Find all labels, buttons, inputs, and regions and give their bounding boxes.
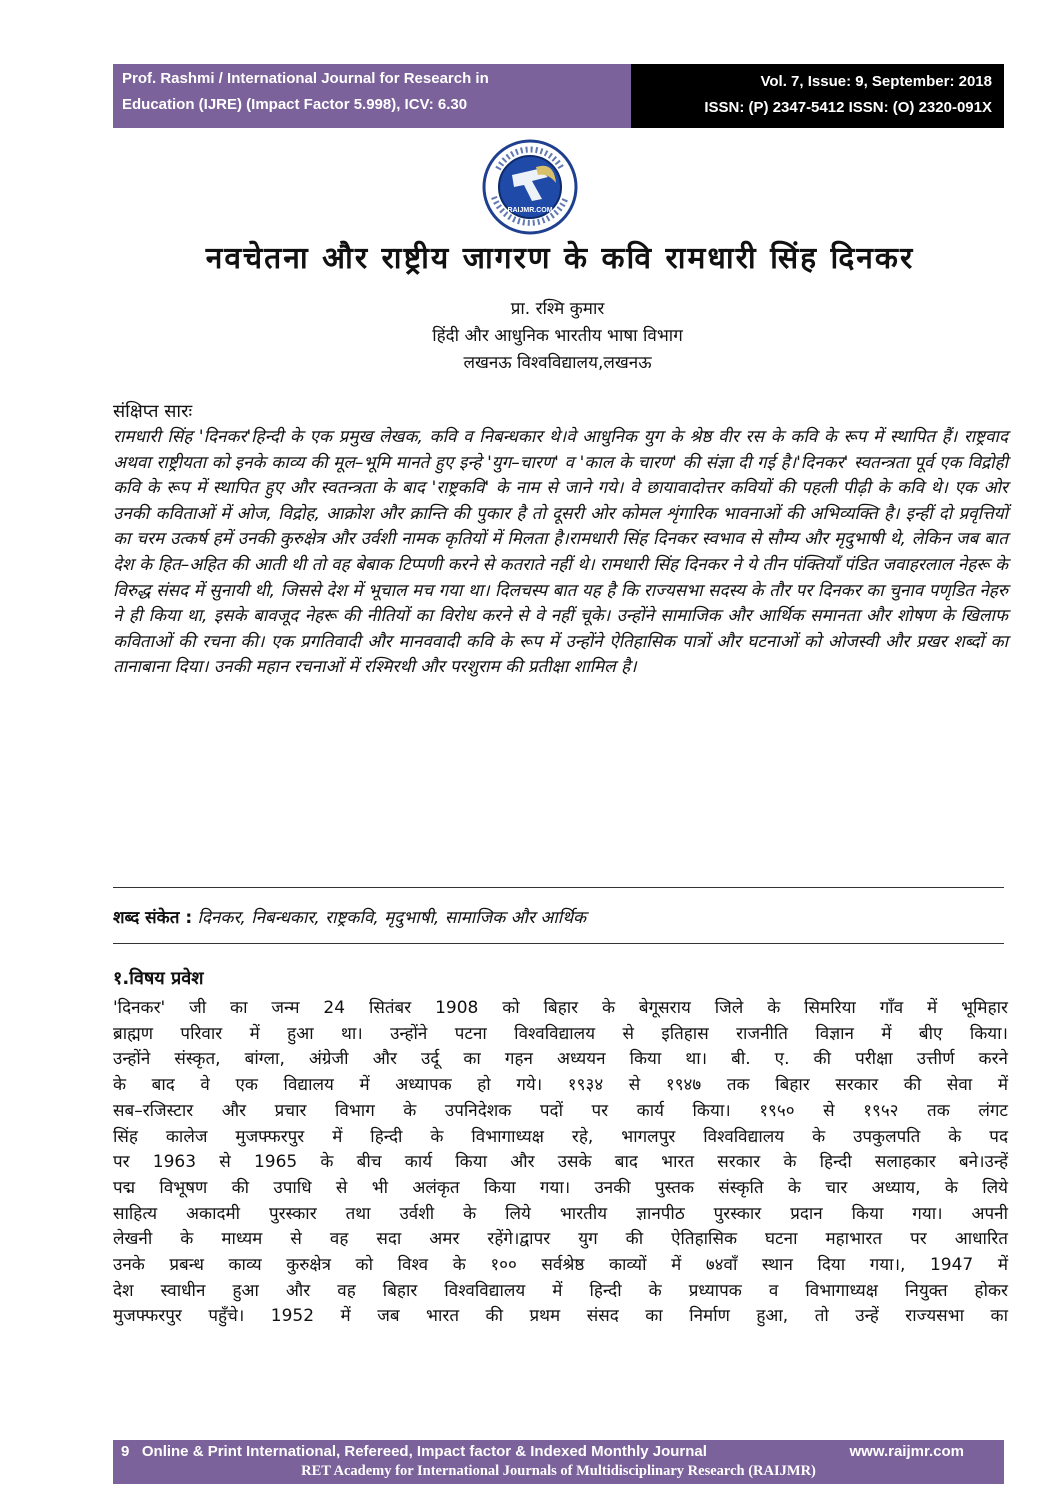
author-name: प्रा. रश्मि कुमार	[510, 299, 605, 319]
running-header-right	[631, 64, 1004, 128]
divider-top	[113, 887, 1004, 888]
page-footer	[113, 1440, 1004, 1484]
header-right-line1: Vol. 7, Issue: 9, September: 2018	[760, 73, 992, 90]
header-right-line2: ISSN: (P) 2347-5412 ISSN: (O) 2320-091X	[704, 99, 992, 116]
abstract-text: रामधारी सिंह 'दिनकर'हिन्दी के एक प्रमुख लेखक, कवि व निबन्धकार थे।वे आधुनिक युग के श्रेष्ठ वीर रस के कवि के रूप में स्थापित हैं। राष्ट्रवाद अथवा राष्ट्रीयता को इनके काव्य की मूल–भूमि मानते हुए इन्हे 'युग–चारण' व 'काल के चारण' की संज्ञा दी गई है।'दिनकर' स्वतन्त्रता पूर्व एक विद्रोही कवि के रूप में स्थापित हुए और स्वतन्त्रता के बाद 'राष्ट्रकवि' के नाम से जाने गये। वे छायावादोत्तर कवियों की पहली पीढ़ी के कवि थे। एक ओर उनकी कविताओं में ओज, विद्रोह, आक्रोश और क्रान्ति की पुकार है तो दूसरी ओर कोमल शृंगारिक भावनाओं की अभिव्यक्ति है। इन्हीं दो प्रवृत्तियों का चरम उत्कर्ष हमें उनकी कुरुक्षेत्र और उर्वशी नामक कृतियों में मिलता है।रामधारी सिंह दिनकर स्वभाव से सौम्य और मृदुभाषी थे, लेकिन जब बात देश के हित–अहित की आती थी तो वह बेबाक टिप्पणी करने से कतराते नहीं थे। रामधारी सिंह दिनकर ने ये तीन पंक्तियाँ पंडित जवाहरलाल नेहरू के विरुद्ध संसद में सुनायी थी, जिससे देश में भूचाल मच गया था। दिलचस्प बात यह है कि राज्यसभा सदस्य के तौर पर दिनकर का चुनाव पणृडित नेहरु ने ही किया था, इसके बावजूद नेहरू की नीतियों का विरोध करने से वे नहीं चूके। उन्होंने सामाजिक और आर्थिक समानता और शोषण के खिलाफ कविताओं की रचना की। एक प्रगतिवादी और मानववादी कवि के रूप में उन्होंने ऐतिहासिक पात्रों और घटनाओं को ओजस्वी और प्रखर शब्दों का तानाबाना दिया। उनकी महान रचनाओं में रश्मिरथी और परशुराम की प्रतीक्षा शामिल है।	[113, 427, 1008, 678]
author-university: लखनऊ विश्वविद्यालय,लखनऊ	[463, 353, 652, 373]
author-department: हिंदी और आधुनिक भारतीय भाषा विभाग	[432, 326, 683, 346]
keywords-values: दिनकर, निबन्धकार, राष्ट्रकवि, मृदुभाषी, सामाजिक और आर्थिक	[197, 908, 587, 928]
abstract-heading: संक्षिप्त सारः	[113, 401, 193, 422]
header-left-line2: Education (IJRE) (Impact Factor 5.998), ICV: 6.30	[122, 96, 468, 113]
ret-academy-seal-icon	[478, 139, 582, 235]
section-heading: १.विषय प्रवेश	[113, 968, 204, 989]
divider-bottom	[113, 943, 1004, 944]
keywords	[113, 905, 586, 928]
header-left-line1: Prof. Rashmi / International Journal for Research in	[122, 70, 489, 87]
body-line: देश स्वाधीन हुआ और वह बिहार विश्वविद्यालय में हिन्दी के प्रध्यापक व विभागाध्यक्ष नियुक्त होकर	[113, 1280, 1008, 1301]
body-line: साहित्य अकादमी पुरस्कार तथा उर्वशी के लिये भारतीय ज्ञानपीठ पुरस्कार प्रदान किया गया। अपनी	[113, 1203, 1008, 1224]
body-line: मुजफ्फरपुर पहुँचे। 1952 में जब भारत की प्रथम संसद का निर्माण हुआ, तो उन्हें राज्यसभा का	[113, 1306, 1008, 1327]
body-line: सब–रजिस्टार और प्रचार विभाग के उपनिदेशक पदों पर कार्य किया। १९५० से १९५२ तक लंगट	[113, 1100, 1008, 1121]
body-line: 'दिनकर' जी का जन्म 24 सितंबर 1908 को बिहार के बेगूसराय जिले के सिमरिया गाँव में भूमिहार	[113, 998, 1008, 1018]
body-line: ब्राह्मण परिवार में हुआ था। उन्होंने पटना विश्वविद्यालय से इतिहास राजनीति विज्ञान में बीए किया।	[113, 1023, 1008, 1044]
page-number: 9	[121, 1443, 130, 1460]
footer-url[interactable]: www.raijmr.com	[849, 1443, 964, 1460]
body-line: उनके प्रबन्ध काव्य कुरुक्षेत्र को विश्व के १०० सर्वश्रेष्ठ काव्यों में ७४वाँ स्थान दिया गया।, 1947 में	[113, 1255, 1008, 1276]
body-line: लेखनी के माध्यम से वह सदा अमर रहेंगे।द्वापर युग की ऐतिहासिक घटना महाभारत पर आधारित	[113, 1229, 1008, 1250]
body-line: पद्म विभूषण की उपाधि से भी अलंकृत किया गया। उनकी पुस्तक संस्कृति के चार अध्याय, के लिये	[113, 1177, 1008, 1198]
running-header-left	[113, 64, 631, 128]
body-line: पर 1963 से 1965 के बीच कार्य किया और उसके बाद भारत सरकार के हिन्दी सलाहकार बने।उन्हें	[113, 1152, 1008, 1173]
footer-journal-text: Online & Print International, Refereed, Impact factor & Indexed Monthly Journal	[141, 1443, 707, 1460]
section-body	[113, 996, 1008, 1330]
body-line: सिंह कालेज मुजफ्फरपुर में हिन्दी के विभागाध्यक्ष रहे, भागलपुर विश्वविद्यालय के उपकुलपति के पद	[113, 1126, 1008, 1147]
logo-text: RAIJMR.COM	[507, 207, 553, 214]
paper-title: नवचेतना और राष्ट्रीय जागरण के कवि रामधारी सिंह दिनकर	[205, 241, 915, 276]
author-block	[110, 296, 1005, 377]
body-line: के बाद वे एक विद्यालय में अध्यापक हो गये। १९३४ से १९४७ तक बिहार सरकार की सेवा में	[113, 1075, 1008, 1096]
footer-line2: RET Academy for International Journals of Multidisciplinary Research (RAIJMR)	[301, 1463, 816, 1479]
footer-line1	[121, 1443, 707, 1460]
body-line: उन्होंने संस्कृत, बांग्ला, अंग्रेजी और उर्दू का गहन अध्ययन किया था। बी. ए. की परीक्षा उत्तीर्ण करने	[113, 1049, 1008, 1070]
keywords-label: शब्द संकेत :	[113, 908, 193, 928]
